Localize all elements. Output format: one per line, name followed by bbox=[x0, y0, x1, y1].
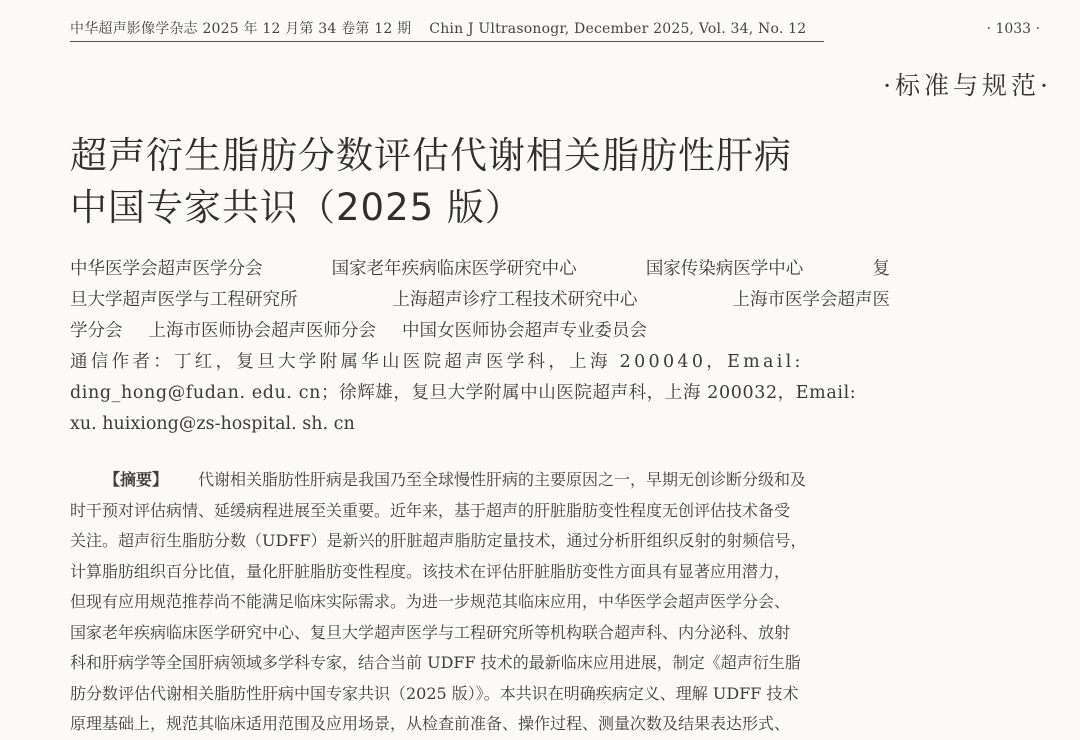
affiliation: 国家老年疾病临床医学研究中心 bbox=[331, 259, 577, 279]
abstract-line: 原理基础上，规范其临床适用范围及应用场景，从检查前准备、操作过程、测量次数及结果表达形式、 bbox=[70, 714, 791, 733]
abstract bbox=[70, 465, 885, 740]
correspondence: ding_hong@fudan. edu. cn；徐辉雄，复旦大学附属中山医院超声科，上海 200032，Email: bbox=[70, 383, 857, 403]
affiliation: 学分会 bbox=[70, 321, 123, 341]
journal-name-en: Chin J Ultrasonogr, December 2025, Vol. 34, No. 12 bbox=[429, 21, 807, 37]
abstract-line: 时干预对评估病情、延缓病程进展至关重要。近年来，基于超声的肝脏脂肪变性程度无创评估技术备受 bbox=[70, 500, 791, 520]
affiliation: 旦大学超声医学与工程研究所 bbox=[70, 290, 298, 310]
affiliation: 上海超声诊疗工程技术研究中心 bbox=[392, 290, 638, 310]
affiliation-line-1 bbox=[70, 254, 890, 285]
page-number: · 1033 · bbox=[986, 21, 1040, 37]
abstract-line: 科和肝病学等全国肝病领域多学科专家，结合当前 UDFF 技术的最新临床应用进展，制定《超声衍生脂 bbox=[70, 653, 801, 672]
author-affiliations bbox=[70, 254, 890, 440]
correspondence: xu. huixiong@zs-hospital. sh. cn bbox=[70, 414, 355, 434]
abstract-line: 肪分数评估代谢相关脂肪性肝病中国专家共识（2025 版）》。本共识在明确疾病定义、理解 UDFF 技术 bbox=[70, 683, 799, 703]
section-label: ·标准与规范· bbox=[883, 71, 1052, 100]
abstract-line: 国家老年疾病临床医学研究中心、复旦大学超声医学与工程研究所等机构联合超声科、内分泌科、放射 bbox=[70, 622, 791, 642]
correspondence-line-2 bbox=[70, 378, 890, 409]
abstract-line: 关注。超声衍生脂肪分数（UDFF）是新兴的肝脏超声脂肪定量技术，通过分析肝组织反射的射频信号， bbox=[70, 531, 807, 550]
affiliation: 国家传染病医学中心 bbox=[645, 259, 804, 279]
abstract-label: 【摘要】 bbox=[104, 470, 169, 489]
affiliation: 复 bbox=[872, 259, 890, 279]
affiliation-line-3 bbox=[70, 316, 890, 347]
abstract-line: 但现有应用规范推荐尚不能满足临床实际需求。为进一步规范其临床应用，中华医学会超声医学分会、 bbox=[70, 592, 791, 611]
affiliation: 上海市医师协会超声医师分会 bbox=[148, 321, 376, 341]
affiliation-line-2 bbox=[70, 285, 890, 316]
affiliation: 上海市医学会超声医 bbox=[732, 290, 890, 310]
affiliation: 中国女医师协会超声专业委员会 bbox=[402, 321, 647, 341]
correspondence-line-3 bbox=[70, 409, 890, 440]
journal-name-cn: 中华超声影像学杂志 2025 年 12 月第 34 卷第 12 期 bbox=[70, 21, 412, 37]
abstract-line: 计算脂肪组织百分比值，量化肝脏脂肪变性程度。该技术在评估肝脏脂肪变性方面具有显著应用潜力， bbox=[70, 561, 791, 581]
abstract-text: 代谢相关脂肪性肝病是我国乃至全球慢性肝病的主要原因之一，早期无创诊断分级和及 bbox=[198, 470, 807, 489]
title-line-1: 超声衍生脂肪分数评估代谢相关脂肪性肝病 bbox=[70, 134, 792, 177]
article-title bbox=[70, 130, 970, 234]
correspondence: 通信作者：丁红，复旦大学附属华山医院超声医学科，上海 200040，Email: bbox=[70, 352, 804, 372]
journal-citation bbox=[70, 18, 824, 42]
abstract-line bbox=[70, 465, 885, 496]
title-line-2: 中国专家共识（2025 版） bbox=[70, 186, 523, 229]
affiliation: 中华医学会超声医学分会 bbox=[70, 259, 263, 279]
correspondence-line-1 bbox=[70, 347, 890, 378]
running-header bbox=[70, 18, 1040, 42]
